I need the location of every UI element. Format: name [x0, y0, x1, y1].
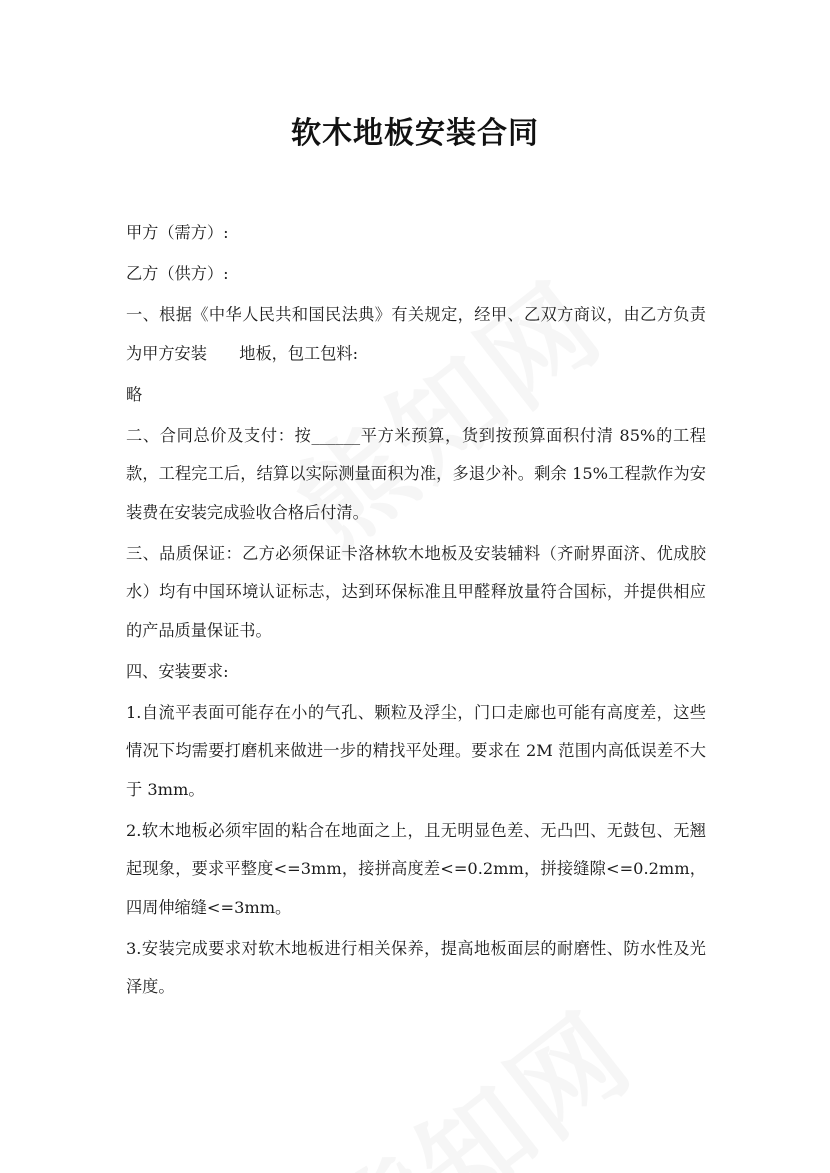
party-a-line: 甲方（需方）:: [126, 223, 229, 242]
document-body: [126, 214, 706, 1009]
clause-3-quality: 三、品质保证：乙方必须保证卡洛林软木地板及安装辅料（齐耐界面济、优成胶水）均有中国环境认证标志，达到环保标准且甲醛释放量符合国标，并提供相应的产品质量保证书。: [126, 543, 706, 640]
clause-4-heading: 四、安装要求:: [126, 661, 229, 681]
document-title: 软木地板安装合同: [291, 116, 539, 151]
requirement-3: 3.安装完成要求对软木地板进行相关保养，提高地板面层的耐磨性、防水性及光泽度。: [126, 938, 706, 996]
party-b-line: 乙方（供方）:: [126, 264, 229, 283]
clause-2-payment: 二、合同总价及支付：按______平方米预算，货到按预算面积付清 85%的工程款，工程完工后，结算以实际测量面积为准，多退少补。剩余 15%工程款作为安装费在安装完成验收合格后付清。: [126, 425, 706, 522]
clause-1-detail: 略: [126, 384, 143, 404]
clause-1: 一、根据《中华人民共和国民法典》有关规定，经甲、乙双方商议，由乙方负责为甲方安装 地板，包工包料:: [126, 305, 706, 363]
requirement-2: 2.软木地板必须牢固的粘合在地面之上，且无明显色差、无凸凹、无鼓包、无翘起现象，要求平整度<=3mm，接拼高度差<=0.2mm，拼接缝隙<=0.2mm，四周伸缩缝<=3mm。: [126, 820, 706, 917]
requirement-1: 1.自流平表面可能存在小的气孔、颗粒及浮尘，门口走廊也可能有高度差，这些情况下均需要打磨机来做进一步的精找平处理。要求在 2M 范围内高低误差不大于 3mm。: [126, 702, 706, 799]
